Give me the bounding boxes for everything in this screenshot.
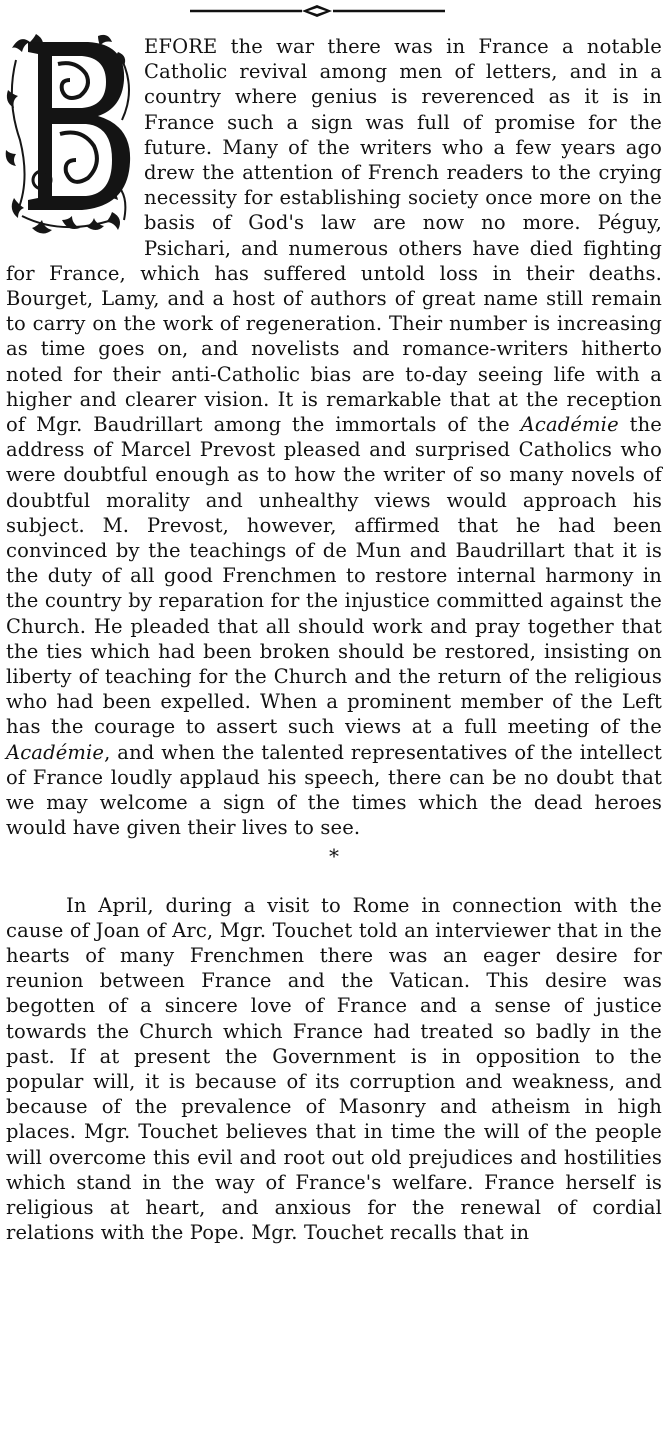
paragraph-1-lead: EFORE the war there was in France a notable Catholic revival among men of letters, and in a country where genius is reverenced as it is in France such a sign was full of promise for the future. Many of the writers who a few years ago drew the attention of French readers to the crying necessity for establishing society once more on the basis of God's law are now no more. Péguy, Psichari, and numerous others have died fighting for France, which has suffered untold loss in their deaths. Bourget, Lamy, and a host of authors of great name still remain to carry on the work of regeneration. Their number is increasing as time goes on, and novelists and romance-writers hitherto noted for their anti-Catholic bias are to-day seeing life with a higher and clearer vision. It is remarkable that at the reception of Mgr. Baudrillart among the immortals of the (6, 35, 662, 437)
academie-emphasis-1: Académie (520, 413, 619, 437)
article-body (6, 34, 662, 1245)
paragraph-1-tail: , and when the talented representatives of the intellect of France loudly applaud his speech, there can be no doubt that we may welcome a sign of the times which the dead heroes would have given their lives to see. (6, 740, 662, 840)
paragraph-2: In April, during a visit to Rome in connection with the cause of Joan of Arc, Mgr. Touchet told an interviewer that in the hearts of many Frenchmen there was an eager desire for reunion between France and the Vatican. This desire was begotten of a sincere love of France and a sense of justice towards the Church which France had treated so badly in the past. If at present the Government is in opposition to the popular will, it is because of its corruption and weakness, and because of the prevalence of Masonry and atheism in high places. Mgr. Touchet believes that in time the will of the people will overcome this evil and root out old prejudices and hostilities which stand in the way of France's welfare. France herself is religious at heart, and anxious for the renewal of cordial relations with the Pope. Mgr. Touchet recalls that in (6, 893, 662, 1245)
decorated-initial (2, 30, 142, 240)
header-rule-ornament (190, 4, 445, 18)
academie-emphasis-2: Académie (6, 740, 105, 764)
section-asterism: * (329, 843, 339, 868)
paragraph-1-middle: the address of Marcel Prevost pleased and surprised Catholics who were doubtful enough as to how the writer of so many novels of doubtful morality and unhealthy views would approach his subject. M. Prevost, however, affirmed that he had been convinced by the teachings of de Mun and Baudrillart that it is the duty of all good Frenchmen to restore internal harmony in the country by reparation for the injustice committed against the Church. He pleaded that all should work and pray together that the ties which had been broken should be restored, insisting on liberty of teaching for the Church and the return of the religious who had been expelled. When a prominent member of the Left has the courage to assert such views at a full meeting of the (6, 413, 662, 739)
